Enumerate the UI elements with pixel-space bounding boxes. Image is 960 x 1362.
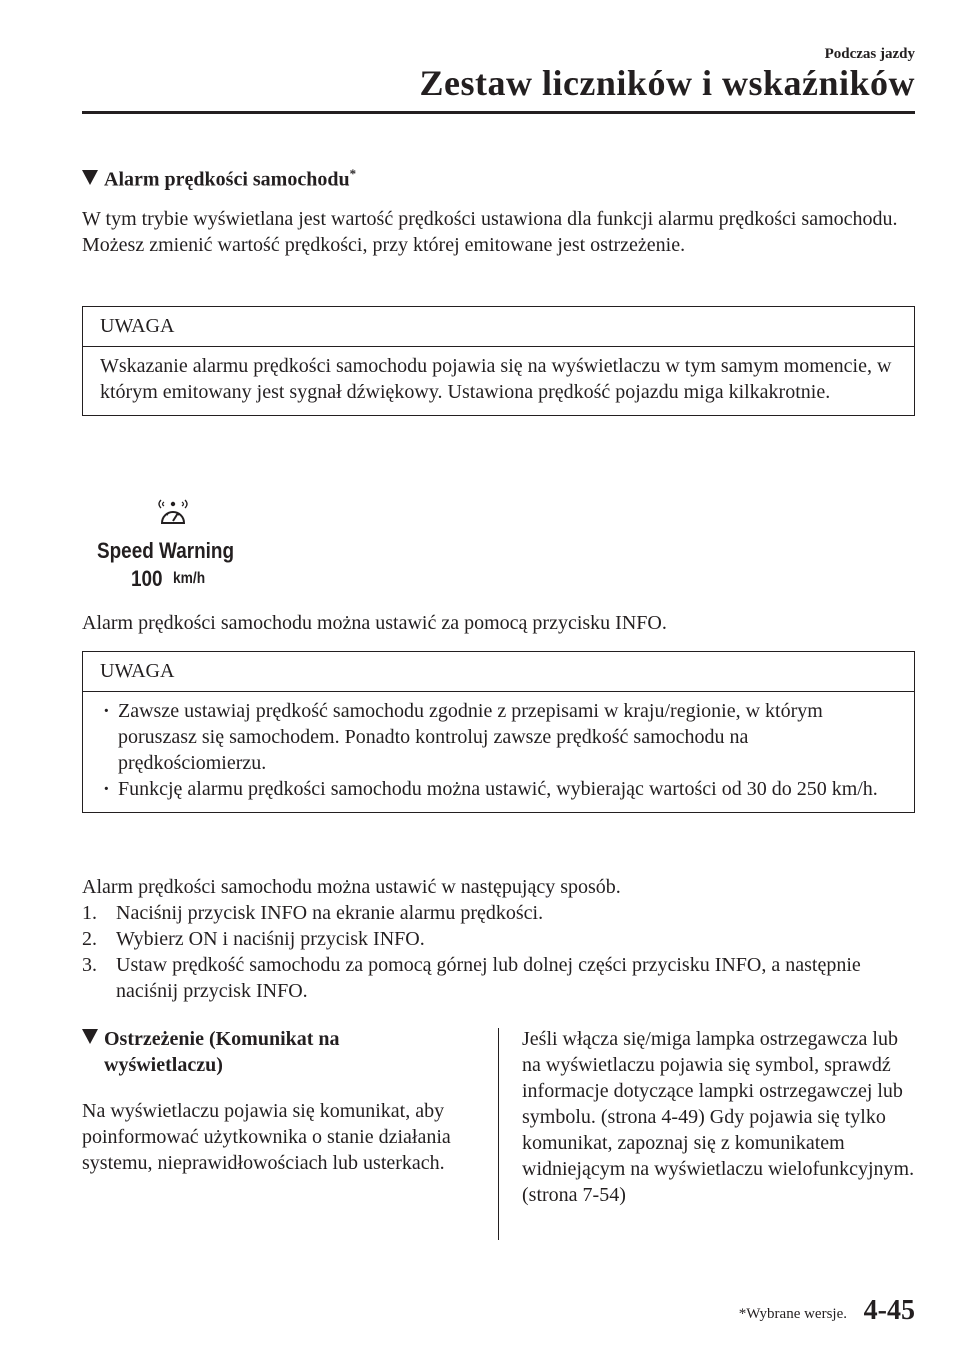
step-number: 3. <box>82 954 97 976</box>
page-number: 4-45 <box>863 1295 915 1326</box>
triangle-bullet-icon <box>82 170 98 185</box>
note-bullet-item: · Zawsze ustawiaj prędkość samochodu zgodnie z przepisami w kraju/regionie, w którym poruszasz się samochodem. Ponadto kontroluj zawsze prędkość samochodu na prędkościomierzu. <box>100 698 900 776</box>
step-number: 2. <box>82 928 97 950</box>
speed-alarm-heading <box>82 166 356 192</box>
chapter-title: Zestaw liczników i wskaźników <box>419 63 915 103</box>
steps-block <box>82 874 912 1004</box>
optional-equipment-mark: * <box>349 166 357 181</box>
step-item <box>82 926 912 952</box>
warning-heading-line-2: wyświetlaczu) <box>104 1054 223 1076</box>
display-speed-warning-title: Speed Warning <box>97 538 235 563</box>
note-bullet-item: · Funkcję alarmu prędkości samochodu można ustawić, wybierając wartości od 30 do 250 km/h. <box>100 776 900 802</box>
note-label: UWAGA <box>83 652 914 692</box>
warning-left-paragraph: Na wyświetlaczu pojawia się komunikat, aby poinformować użytkownika o stanie działania systemu, nieprawidłowościach lub usterkach. <box>82 1100 451 1174</box>
header-rule <box>82 111 915 114</box>
speed-alarm-intro <box>82 206 912 258</box>
step-text: Naciśnij przycisk INFO na ekranie alarmu prędkości. <box>116 902 544 924</box>
note-box-2 <box>82 651 915 813</box>
intro-paragraph-2: Możesz zmienić wartość prędkości, przy której emitowane jest ostrzeżenie. <box>82 234 686 256</box>
info-button-line: Alarm prędkości samochodu można ustawić za pomocą przycisku INFO. <box>82 612 667 634</box>
display-speed-value: 100 <box>131 566 163 591</box>
column-divider <box>498 1028 499 1240</box>
step-text: Ustaw prędkość samochodu za pomocą górnej lub dolnej części przycisku INFO, a następnie naciśnij przycisk INFO. <box>116 954 861 1002</box>
speed-alarm-heading-text: Alarm prędkości samochodu <box>104 168 350 191</box>
step-item <box>82 900 912 926</box>
step-text: Wybierz ON i naciśnij przycisk INFO. <box>116 928 425 950</box>
warning-right-paragraph: Jeśli włącza się/miga lampka ostrzegawcza lub na wyświetlaczu pojawia się symbol, sprawdź informacje dotyczące lampki ostrzegawczej lub symbolu. (strona 4-49) Gdy pojawia się tylko komunikat, zapoznaj się z komunikatem widniejącym na wyświetlaczu wielofunkcyjnym. (strona 7-54) <box>522 1028 915 1206</box>
note-text: Wskazanie alarmu prędkości samochodu pojawia się na wyświetlaczu w tym samym momencie, w którym emitowany jest sygnał dźwiękowy. Ustawiona prędkość pojazdu miga kilkakrotnie. <box>100 355 892 403</box>
step-number: 1. <box>82 902 97 924</box>
running-header-section: Podczas jazdy <box>824 46 915 62</box>
warning-message-heading <box>82 1026 340 1078</box>
speedometer-warning-icon <box>156 496 190 530</box>
warning-heading-line-1: Ostrzeżenie (Komunikat na <box>104 1028 340 1050</box>
note-box-1 <box>82 306 915 416</box>
display-speed-unit: km/h <box>173 570 206 587</box>
step-item <box>82 952 912 1004</box>
steps-intro: Alarm prędkości samochodu można ustawić w następujący sposób. <box>82 876 621 898</box>
note-label: UWAGA <box>83 307 914 347</box>
footnote-optional-versions: *Wybrane wersje. <box>738 1306 847 1322</box>
triangle-bullet-icon <box>82 1029 98 1044</box>
intro-paragraph-1: W tym trybie wyświetlana jest wartość prędkości ustawiona dla funkcji alarmu prędkości samochodu. <box>82 208 898 230</box>
note-bullets <box>83 692 914 812</box>
